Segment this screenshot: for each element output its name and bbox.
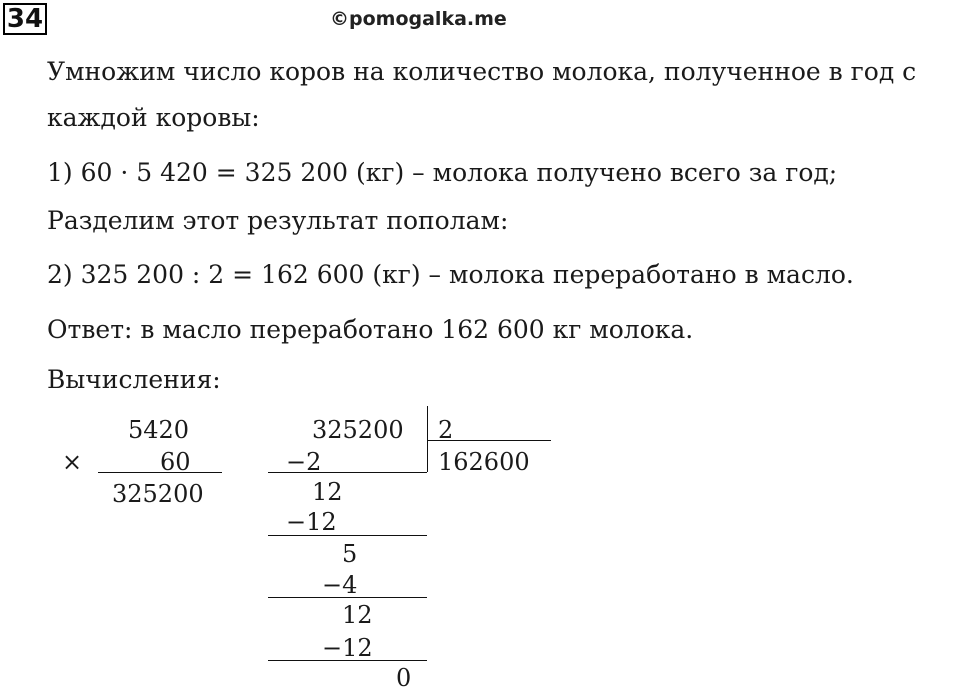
division-step-line-3 bbox=[268, 597, 427, 598]
watermark: ©pomogalka.me bbox=[330, 8, 507, 30]
division-step-subtract-2: −12 bbox=[286, 508, 337, 536]
division-step-subtract-4: −12 bbox=[322, 634, 373, 662]
solution-intro-line-1: Умножим число коров на количество молока, полученное в год с bbox=[47, 57, 917, 86]
division-step-remainder-3: 12 bbox=[342, 601, 373, 629]
division-step-subtract-3: −4 bbox=[322, 571, 358, 599]
multiplication-line bbox=[98, 472, 222, 473]
division-vertical-line bbox=[427, 406, 428, 472]
quotient: 162600 bbox=[438, 448, 530, 476]
division-step-line-4 bbox=[268, 660, 427, 661]
divisor: 2 bbox=[438, 416, 454, 444]
task-number-badge: 34 bbox=[3, 3, 47, 35]
product: 325200 bbox=[112, 480, 204, 508]
division-step-subtract-1: −2 bbox=[286, 448, 322, 476]
step-2-equation: 2) 325 200 : 2 = 162 600 (кг) – молока переработано в масло. bbox=[47, 260, 854, 289]
multiplicand: 5420 bbox=[128, 416, 190, 444]
step-1-equation: 1) 60 · 5 420 = 325 200 (кг) – молока получено всего за год; bbox=[47, 158, 838, 187]
division-step-remainder-1: 12 bbox=[312, 478, 343, 506]
dividend: 325200 bbox=[312, 416, 404, 444]
step-2-intro: Разделим этот результат пополам: bbox=[47, 206, 509, 235]
multiply-sign: × bbox=[62, 448, 83, 476]
multiplier: 60 bbox=[160, 448, 191, 476]
calculations-heading: Вычисления: bbox=[47, 365, 221, 394]
solution-intro-line-2: каждой коровы: bbox=[47, 103, 260, 132]
division-step-remainder-2: 5 bbox=[342, 540, 358, 568]
division-final-remainder: 0 bbox=[396, 664, 412, 692]
division-step-line-2 bbox=[268, 535, 427, 536]
answer-line: Ответ: в масло переработано 162 600 кг молока. bbox=[47, 315, 694, 344]
divisor-underline bbox=[427, 440, 551, 441]
division-step-line-1 bbox=[268, 472, 427, 473]
